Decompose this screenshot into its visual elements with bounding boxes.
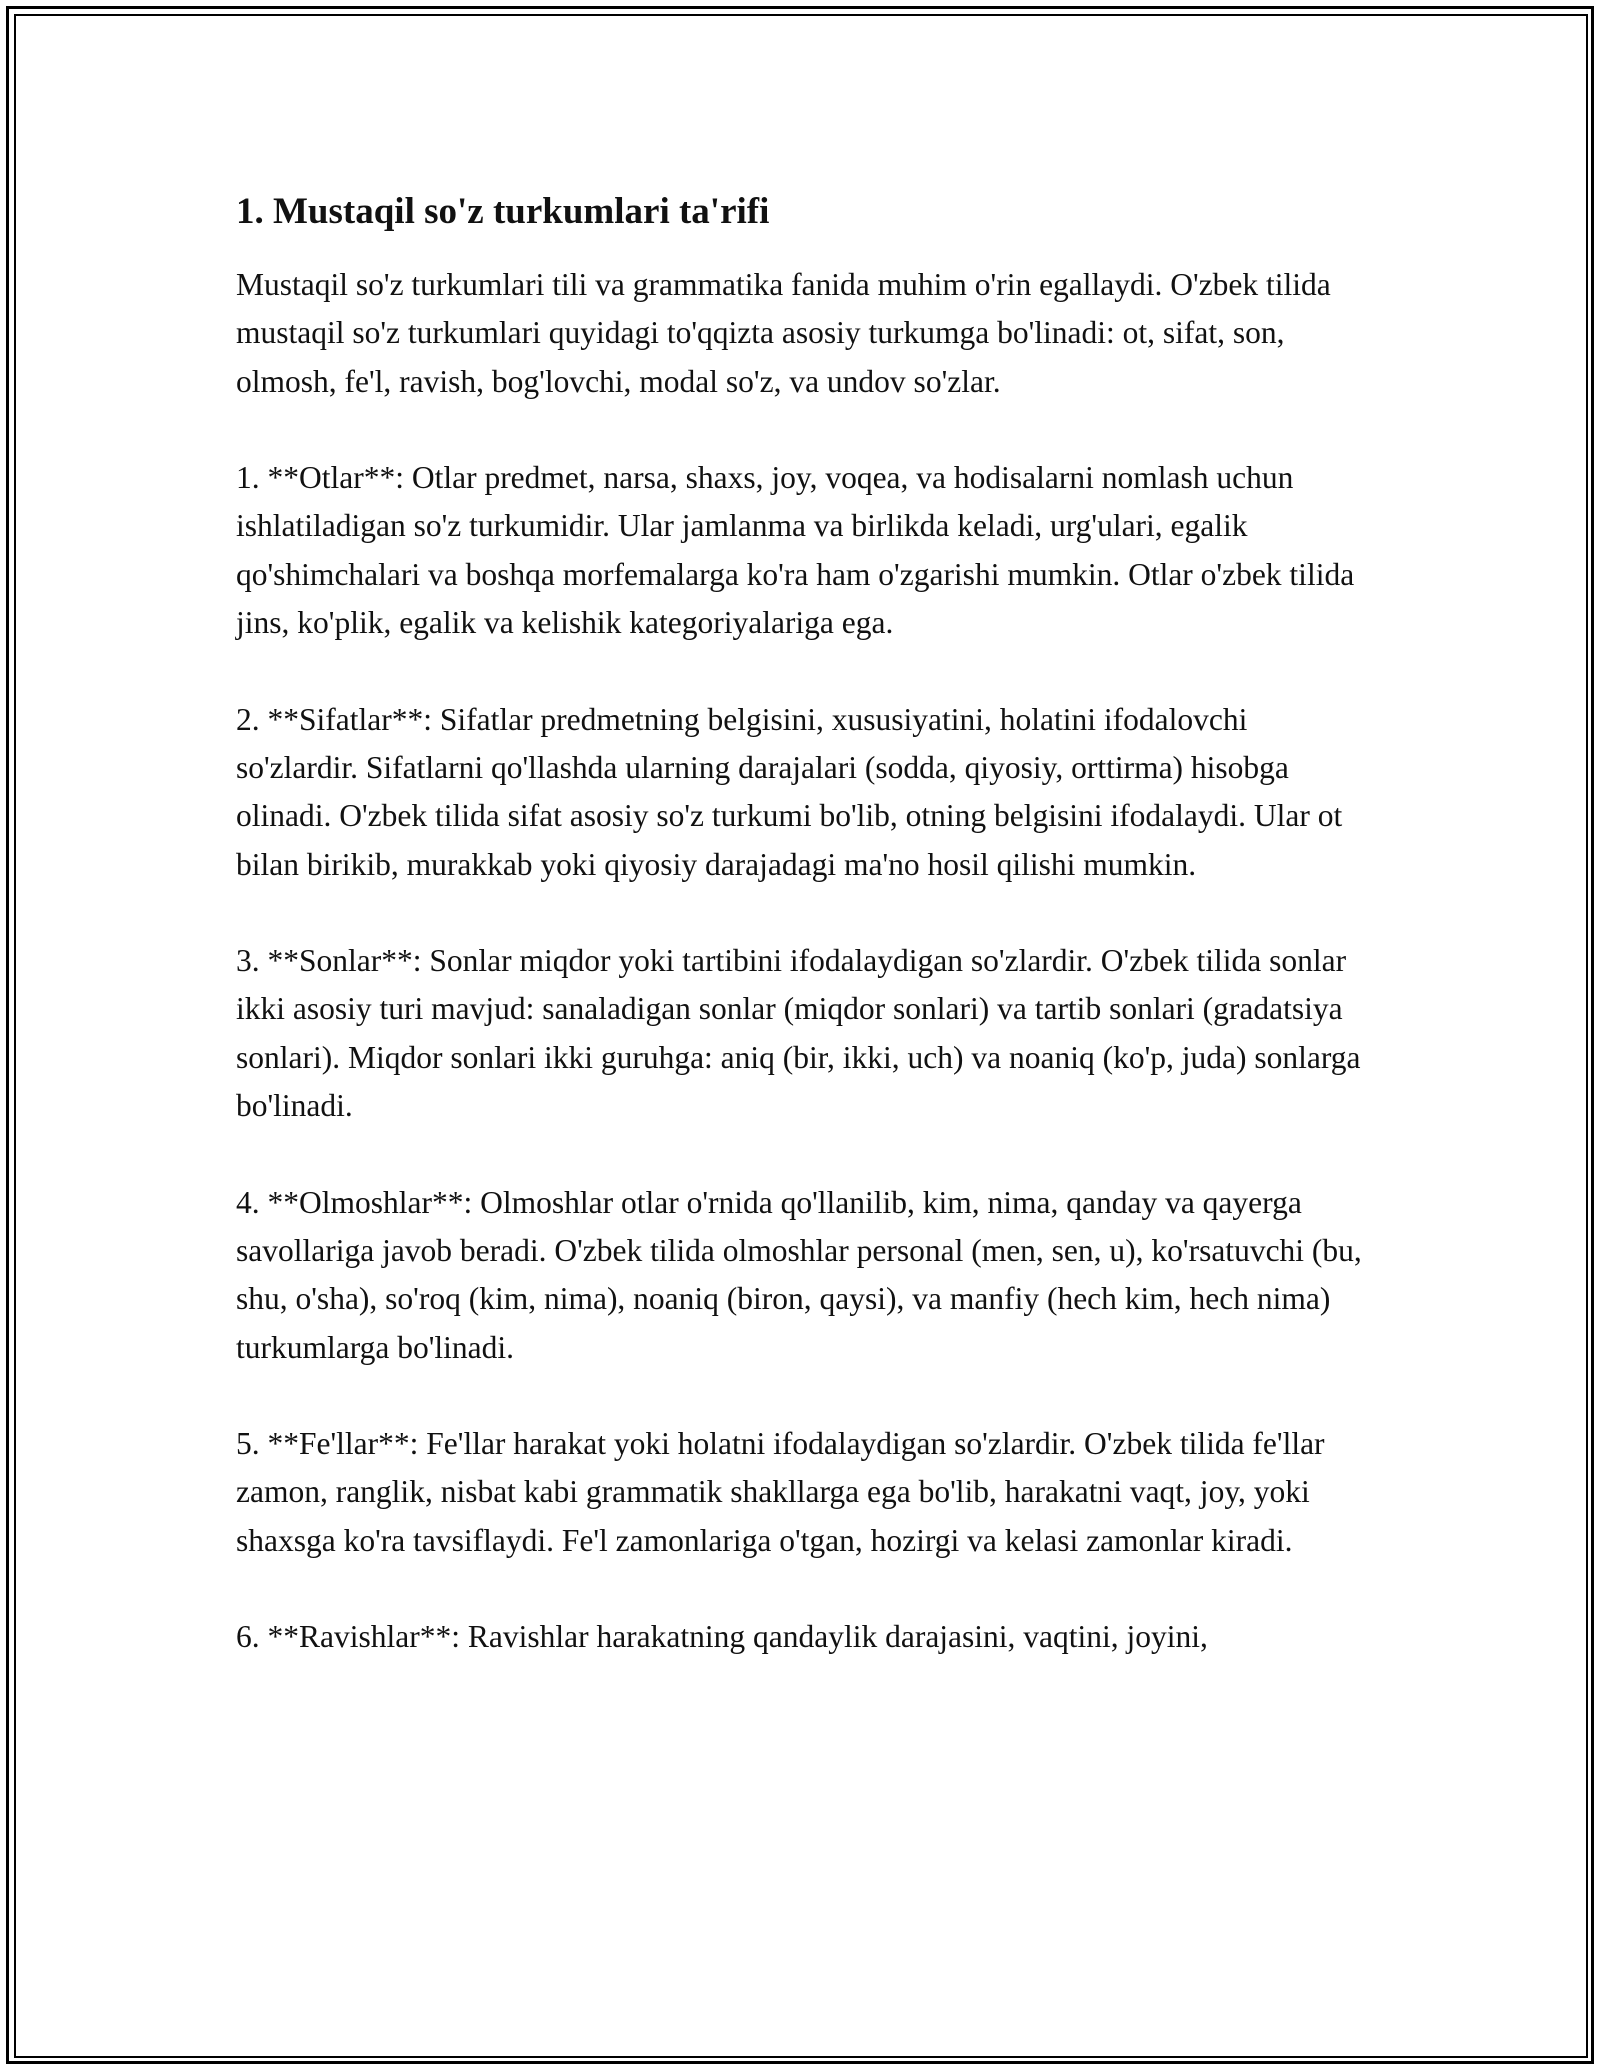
paragraph-fellar: 5. **Fe'llar**: Fe'llar harakat yoki holatni ifodalaydigan so'zlardir. O'zbek tilida fe'llar zamon, ranglik, nisbat kabi grammatik shakllarga ega bo'lib, harakatni vaqt, joy, yoki shaxsga ko'ra tavsiflaydi. Fe'l zamonlariga o'tgan, hozirgi va kelasi zamonlar kiradi. <box>236 1426 1325 1558</box>
intro-paragraph: Mustaqil so'z turkumlari tili va grammatika fanida muhim o'rin egallaydi. O'zbek tilida mustaqil so'z turkumlari quyidagi to'qqizta asosiy turkumga bo'linadi: ot, sifat, son, olmosh, fe'l, ravish, bog'lovchi, modal so'z, va undov so'zlar. <box>236 267 1331 399</box>
document-page <box>236 188 1376 1662</box>
section-heading: 1. Mustaqil so'z turkumlari ta'rifi <box>236 191 770 232</box>
paragraph-olmoshlar: 4. **Olmoshlar**: Olmoshlar otlar o'rnida qo'llanilib, kim, nima, qanday va qayerga savollariga javob beradi. O'zbek tilida olmoshlar personal (men, sen, u), ko'rsatuvchi (bu, shu, o'sha), so'roq (kim, nima), noaniq (biron, qaysi), va manfiy (hech kim, hech nima) turkumlarga bo'linadi. <box>236 1184 1362 1365</box>
paragraph-otlar: 1. **Otlar**: Otlar predmet, narsa, shaxs, joy, voqea, va hodisalarni nomlash uchun ishlatiladigan so'z turkumidir. Ular jamlanma va birlikda keladi, urg'ulari, egalik qo'shimchalari va boshqa morfemalarga ko'ra ham o'zgarishi mumkin. Otlar o'zbek tilida jins, ko'plik, egalik va kelishik kategoriyalariga ega. <box>236 460 1355 641</box>
paragraph-sifatlar: 2. **Sifatlar**: Sifatlar predmetning belgisini, xususiyatini, holatini ifodalovchi so'zlardir. Sifatlarni qo'llashda ularning darajalari (sodda, qiyosiy, orttirma) hisobga olinadi. O'zbek tilida sifat asosiy so'z turkumi bo'lib, otning belgisini ifodalaydi. Ular ot bilan birikib, murakkab yoki qiyosiy darajadagi ma'no hosil qilishi mumkin. <box>236 701 1343 882</box>
paragraph-ravishlar: 6. **Ravishlar**: Ravishlar harakatning qandaylik darajasini, vaqtini, joyini, <box>236 1619 1208 1655</box>
paragraph-sonlar: 3. **Sonlar**: Sonlar miqdor yoki tartibini ifodalaydigan so'zlardir. O'zbek tilida sonlar ikki asosiy turi mavjud: sanaladigan sonlar (miqdor sonlari) va tartib sonlari (gradatsiya sonlari). Miqdor sonlari ikki guruhga: aniq (bir, ikki, uch) va noaniq (ko'p, juda) sonlarga bo'linadi. <box>236 943 1361 1124</box>
